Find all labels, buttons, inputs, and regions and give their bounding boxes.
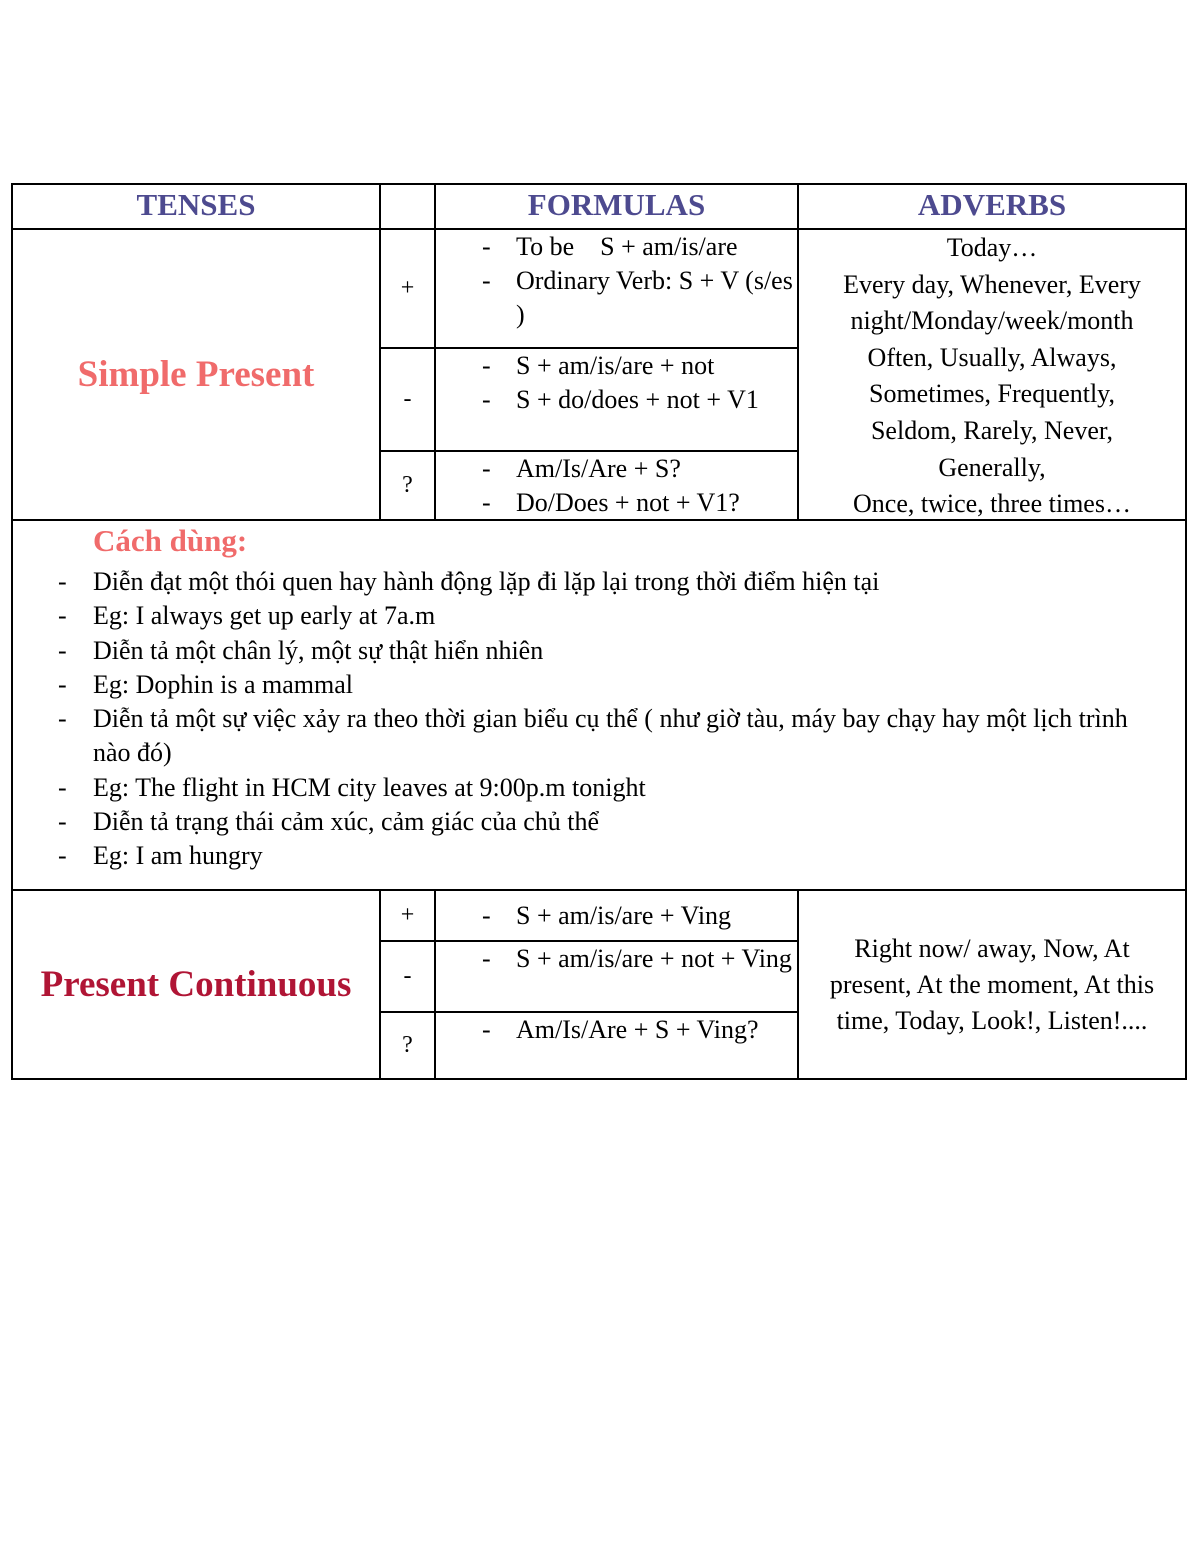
tense-simple-present: Simple Present [77,354,315,395]
formula-list [436,230,797,332]
adverb-line: Every day, Whenever, Every [843,269,1141,299]
formula-item: - S + am/is/are + not + Ving [436,942,797,976]
formula-cell-negative [436,349,797,450]
adverb-line: Sometimes, Frequently, [868,379,1115,409]
formula-list [436,452,797,520]
header-adverbs: ADVERBS [917,187,1067,222]
sign-positive: + [400,902,415,928]
formula-cell-question [436,1013,797,1078]
usage-item: - Diễn đạt một thói quen hay hành động lặp đi lặp lại trong thời điểm hiện tại [11,565,1187,599]
formula-list [436,942,797,976]
header-formulas: FORMULAS [527,187,706,222]
header-sign [381,183,434,228]
formula-item: - S + am/is/are + not [436,349,797,383]
formula-item: - S + do/does + not + V1 [436,383,797,417]
header-tenses: TENSES [136,187,256,222]
formula-list [436,899,797,933]
formula-item: - Do/Does + not + V1? [436,486,797,520]
usage-item: - Diễn tả trạng thái cảm xúc, cảm giác của chủ thể [11,805,1187,839]
formula-item: - Ordinary Verb: S + V (s/es ) [436,264,797,332]
formula-list [436,349,797,417]
formula-item: - Am/Is/Are + S? [436,452,797,486]
adverb-line: Once, twice, three times… [853,489,1131,519]
formula-cell-question [436,452,797,519]
formula-cell-negative [436,942,797,1011]
formula-item: - To be S + am/is/are [436,230,797,264]
usage-title: Cách dùng: [93,523,248,558]
formula-list [436,1013,797,1047]
adverbs-present-continuous: Right now/ away, Now, At present, At the moment, At this time, Today, Look!, Listen!.... [829,933,1155,1035]
sign-negative: - [403,963,412,989]
adverb-line: Often, Usually, Always, [867,342,1117,372]
adverbs-simple-present [799,230,1185,519]
usage-item: - Diễn tả một sự việc xảy ra theo thời gian biểu cụ thể ( như giờ tàu, máy bay chạy hay một lịch trình nào đó) [11,702,1187,771]
adverb-line: Seldom, Rarely, Never, [870,415,1114,445]
usage-item: - Eg: The flight in HCM city leaves at 9:00p.m tonight [11,771,1187,805]
usage-item: - Eg: I always get up early at 7a.m [11,599,1187,633]
adverb-line: Generally, [938,452,1046,482]
rule [11,1078,1187,1080]
formula-cell-positive [436,899,797,940]
usage-item: - Diễn tả một chân lý, một sự thật hiển nhiên [11,634,1187,668]
tenses-table [11,183,1187,1080]
adverb-line: Today… [946,233,1038,262]
usage-list [11,565,1187,874]
formula-item: - S + am/is/are + Ving [436,899,797,933]
sign-positive: + [400,275,415,301]
tense-present-continuous: Present Continuous [40,964,352,1005]
usage-item: - Eg: I am hungry [11,839,1187,873]
formula-cell-positive [436,230,797,347]
sign-question: ? [402,1032,413,1058]
formula-item: - Am/Is/Are + S + Ving? [436,1013,797,1047]
adverb-line: night/Monday/week/month [850,306,1134,336]
sign-negative: - [403,386,412,412]
sign-question: ? [402,472,413,498]
usage-item: - Eg: Dophin is a mammal [11,668,1187,702]
